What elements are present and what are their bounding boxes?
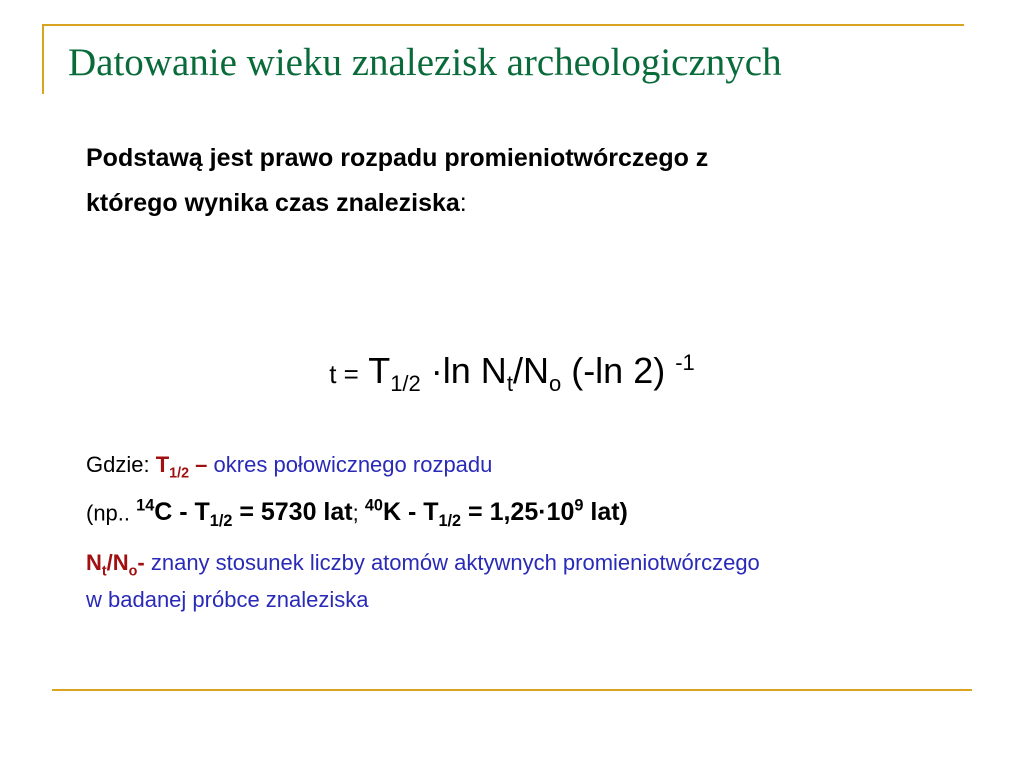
example-potassium: $^{40}K - T_{1/2} = 1,25\cdot 10^9$ lat) xyxy=(364,497,628,531)
ratio-symbol: $N_t/N_o-$ xyxy=(86,550,145,580)
where-line xyxy=(86,452,492,481)
example-semicolon: ; xyxy=(352,500,359,526)
formula-paren: (-ln 2) xyxy=(571,350,666,391)
example-carbon: $^{14}C - T_{1/2} = 5730$ lat xyxy=(136,497,353,531)
intro-text xyxy=(86,136,966,226)
example-line xyxy=(86,497,628,531)
example-open: (np.. xyxy=(86,500,131,526)
where-desc: okres połowicznego rozpadu xyxy=(213,452,493,477)
ratio-desc-1: znany stosunek liczby atomów aktywnych promieniotwórczego xyxy=(150,550,760,575)
decay-formula xyxy=(0,350,1024,397)
ratio-line-1 xyxy=(86,550,760,579)
formula-N-sub: t xyxy=(506,371,513,397)
where-T: $T_{1/2}$ – xyxy=(155,452,208,482)
intro-line-1: Podstawą jest prawo rozpadu promieniotwórczego z xyxy=(86,144,709,172)
intro-colon: : xyxy=(459,189,467,217)
formula-lhs: t = xyxy=(329,359,359,389)
slide-title: Datowanie wieku znalezisk archeologicznych xyxy=(68,41,782,84)
frame-top-line xyxy=(42,24,964,26)
ratio-desc-2: w badanej próbce znaleziska xyxy=(86,587,369,612)
intro-line-2: którego wynika czas znaleziska xyxy=(86,189,460,217)
formula-exp: -1 xyxy=(675,350,695,375)
formula-slash-N: /N xyxy=(512,350,549,391)
frame-left-line xyxy=(42,24,44,94)
formula-T: T xyxy=(368,350,391,391)
formula-T-sub: 1/2 xyxy=(390,371,421,397)
formula-ln: ·ln N xyxy=(430,350,507,391)
frame-bottom-line xyxy=(52,689,972,691)
formula-o-sub: o xyxy=(548,371,562,397)
where-prefix: Gdzie: xyxy=(86,452,150,477)
